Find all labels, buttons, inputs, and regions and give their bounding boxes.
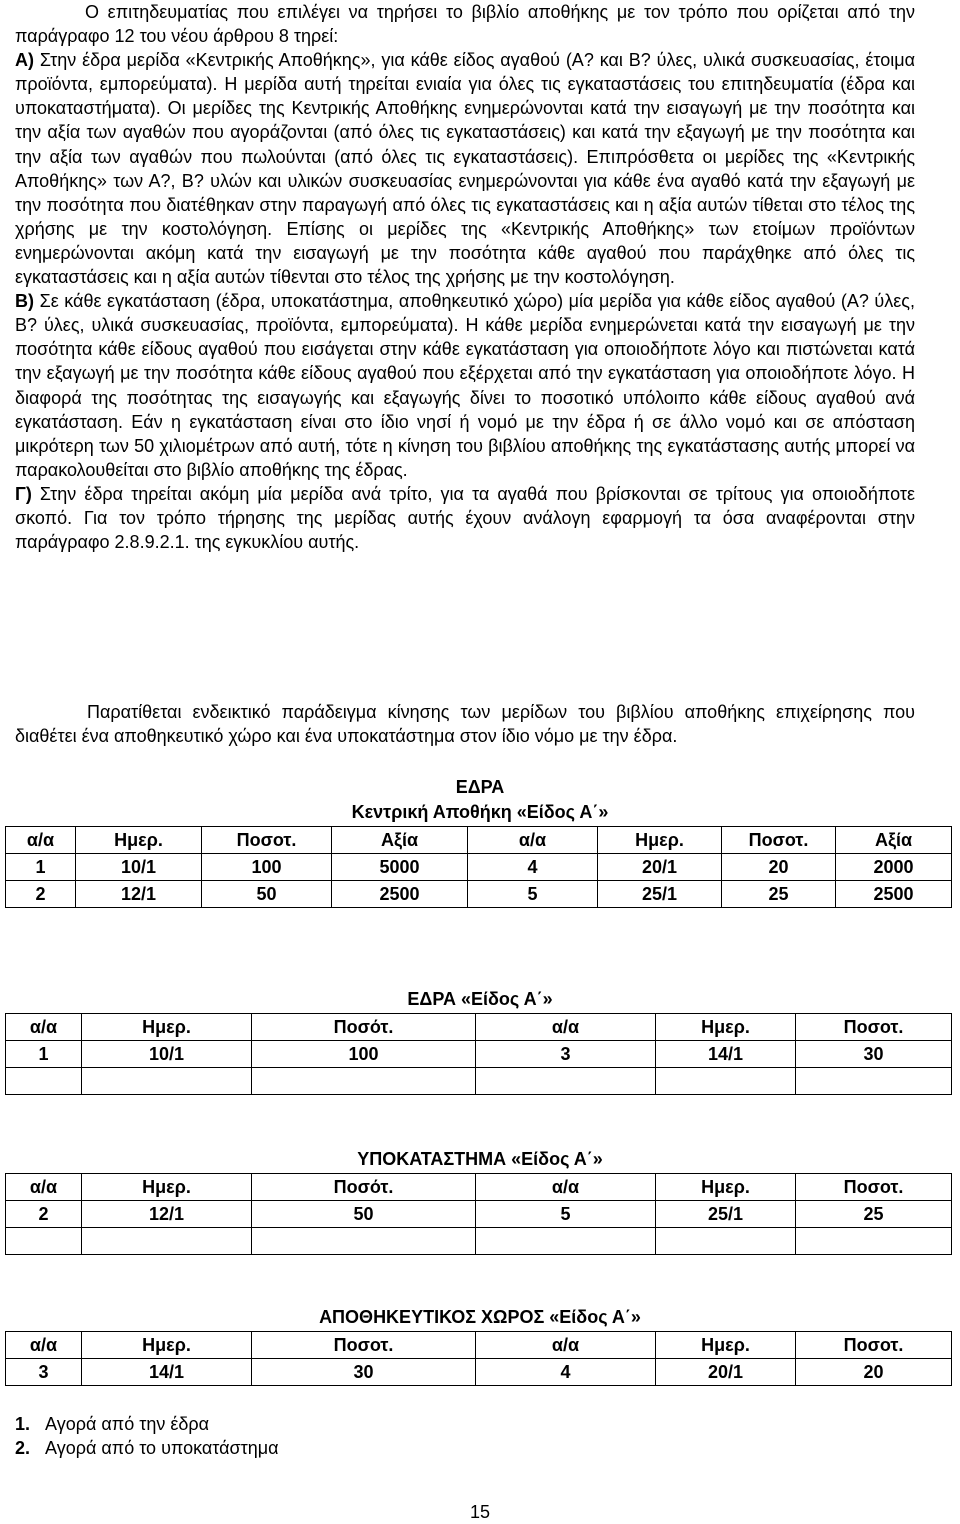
table-row — [6, 1068, 952, 1095]
table-cell: 25/1 — [656, 1201, 796, 1228]
table-cell: 30 — [252, 1359, 476, 1386]
table-cell: 5 — [476, 1201, 656, 1228]
table-cell: 3 — [6, 1359, 82, 1386]
table-cell: 14/1 — [82, 1359, 252, 1386]
table-cell: 3 — [476, 1041, 656, 1068]
header-cell: Ποσοτ. — [722, 827, 836, 854]
header-cell: Ημερ. — [82, 1014, 252, 1041]
table-cell: 50 — [202, 881, 332, 908]
branch-table — [5, 1173, 952, 1255]
table-row — [6, 881, 952, 908]
table-header-row — [6, 1014, 952, 1041]
header-cell: Ποσοτ. — [202, 827, 332, 854]
table-cell — [796, 1068, 952, 1095]
section-c-label: Γ) — [15, 483, 32, 504]
footnote-text: Αγορά από την έδρα — [45, 1414, 210, 1434]
table-cell: 100 — [252, 1041, 476, 1068]
table-cell — [476, 1228, 656, 1255]
header-cell: Ημερ. — [656, 1332, 796, 1359]
header-cell: Ποσότ. — [252, 1014, 476, 1041]
header-cell: α/α — [476, 1332, 656, 1359]
section-a-label: Α) — [15, 50, 34, 71]
table-cell: 12/1 — [76, 881, 202, 908]
section-a-text: Στην έδρα μερίδα «Κεντρικής Αποθήκης», για κάθε είδος αγαθού (Α? και Β? ύλες, υλικά συσκευασίας, έτοιμα προϊόντα, εμπορεύματα). Η μερίδα αυτή τηρείται ενιαία για όλες τις εγκαταστάσεις του επιτηδευματία (έδρα και υποκαταστήματα). Οι μερίδες της Κεντρικής Αποθήκης ενημερώνονται κατά την εισαγωγή με την ποσότητα και την αξία των αγαθών που αγοράζονται (από όλες τις εγκαταστάσεις) και κατά την εξαγωγή με την ποσότητα και την αξία των αγαθών που πωλούνται (από όλες τις εγκαταστάσεις). Επιπρόσθετα οι μερίδες της «Κεντρικής Αποθήκης» των Α?, Β? υλών και υλικών συσκευασίας ενημερώνονται για κάθε ένα αγαθό κατά την εξαγωγή με την ποσότητα που διατέθηκαν στην παραγωγή από όλες τις εγκαταστάσεις και η αξία αυτών τίθεται στο τέλος της χρήσης με την κοστολόγηση. Επίσης οι μερίδες της «Κεντρικής Αποθήκης» των ετοίμων προϊόντων ενημερώνονται ακόμη κατά την εισαγωγή με την ποσότητα κάθε αγαθού που παράχθηκε από όλες τις εγκαταστάσεις και η αξία αυτών τίθενται στο τέλος της χρήσης με την κοστολόγηση. — [15, 50, 915, 288]
section-b-text: Σε κάθε εγκατάσταση (έδρα, υποκατάστημα, αποθηκευτικό χώρο) μία μερίδα για κάθε είδος αγαθού (Α? ύλες, Β? ύλες, υλικά συσκευασίας, προϊόντα, εμπορεύματα). Η κάθε μερίδα ενημερώνεται κατά την εισαγωγή με την ποσότητα κάθε είδους αγαθού που εισάγεται στην κάθε εγκατάσταση για οποιοδήποτε λόγο και πιστώνεται κατά την εξαγωγή με την ποσότητα κάθε είδους αγαθού που εξέρχεται από την εγκατάσταση για οποιοδήποτε λόγο. Η διαφορά της ποσότητας της εισαγωγής και εξαγωγής δίνει το ποσοτικό υπόλοιπο κάθε είδους αγαθού ανά εγκατάσταση. Εάν η εγκατάσταση είναι στο ίδιο νησί ή νομό με την έδρα ή σε άλλο νομό και σε απόσταση μικρότερη των 50 χιλιομέτρων από αυτή, τότε η κίνηση του βιβλίου αποθήκης της εγκατάστασης αυτής μπορεί να παρακολουθείται στο βιβλίο αποθήκης της έδρας. — [15, 291, 915, 480]
header-cell: α/α — [468, 827, 598, 854]
header-cell: Ποσοτ. — [796, 1332, 952, 1359]
table-cell — [82, 1228, 252, 1255]
list-item — [15, 1412, 279, 1436]
header-cell: α/α — [6, 1014, 82, 1041]
header-cell: Ημερ. — [598, 827, 722, 854]
header-cell: Ημερ. — [82, 1174, 252, 1201]
example-intro: Παρατίθεται ενδεικτικό παράδειγμα κίνησης των μερίδων του βιβλίου αποθήκης επιχείρησης που διαθέτει ένα αποθηκευτικό χώρο και ένα υποκατάστημα στον ίδιο νόμο με την έδρα. — [15, 702, 915, 747]
table-cell: 14/1 — [656, 1041, 796, 1068]
intro-paragraph — [15, 0, 915, 554]
table-cell: 20/1 — [598, 854, 722, 881]
edra-title: ΕΔΡΑ — [455, 777, 505, 797]
table-cell: 20 — [796, 1359, 952, 1386]
table-cell: 2000 — [836, 854, 952, 881]
edra-subtitle: Κεντρική Αποθήκη «Είδος Α΄» — [351, 802, 609, 822]
table-cell: 12/1 — [82, 1201, 252, 1228]
table-row — [6, 1359, 952, 1386]
table-cell: 2500 — [836, 881, 952, 908]
table-cell: 2 — [6, 1201, 82, 1228]
footnote-text: Αγορά από το υποκατάστημα — [45, 1438, 279, 1458]
header-cell: Αξία — [332, 827, 468, 854]
header-cell: α/α — [476, 1174, 656, 1201]
table-cell — [796, 1228, 952, 1255]
table-cell: 2500 — [332, 881, 468, 908]
table-header-row — [6, 1332, 952, 1359]
table-cell: 25 — [722, 881, 836, 908]
header-cell: α/α — [6, 1174, 82, 1201]
table-cell: 5000 — [332, 854, 468, 881]
header-cell: Ημερ. — [82, 1332, 252, 1359]
table-header-row — [6, 1174, 952, 1201]
table-cell: 10/1 — [82, 1041, 252, 1068]
header-cell: α/α — [6, 827, 76, 854]
table-cell — [252, 1228, 476, 1255]
table-cell — [252, 1068, 476, 1095]
header-cell: Ποσοτ. — [796, 1174, 952, 1201]
table-header-row — [6, 827, 952, 854]
table-row — [6, 1201, 952, 1228]
intro-lead: Ο επιτηδευματίας που επιλέγει να τηρήσει το βιβλίο αποθήκης με τον τρόπο που ορίζεται από την παράγραφο 12 του νέου άρθρου 8 τηρεί: — [15, 2, 915, 47]
table-cell: 4 — [476, 1359, 656, 1386]
footnote-number: 2. — [15, 1438, 31, 1458]
table-cell — [82, 1068, 252, 1095]
header-cell: Ποσοτ. — [796, 1014, 952, 1041]
table-cell: 100 — [202, 854, 332, 881]
table-cell: 5 — [468, 881, 598, 908]
header-cell: α/α — [476, 1014, 656, 1041]
section-c-text: Στην έδρα τηρείται ακόμη μία μερίδα ανά τρίτο, για τα αγαθά που βρίσκονται σε τρίτους για οποιοδήποτε σκοπό. Για τον τρόπο τήρησης της μερίδας αυτής έχουν ανάλογη εφαρμογή τα όσα αναφέρονται στην παράγραφο 2.8.9.2.1. της εγκυκλίου αυτής. — [15, 483, 915, 553]
table-cell: 1 — [6, 854, 76, 881]
table-cell — [476, 1068, 656, 1095]
edra-item-title: ΕΔΡΑ «Είδος Α΄» — [407, 989, 553, 1009]
header-cell: Αξία — [836, 827, 952, 854]
table-cell: 10/1 — [76, 854, 202, 881]
table-cell — [656, 1228, 796, 1255]
table-cell — [656, 1068, 796, 1095]
footnote-number: 1. — [15, 1414, 31, 1434]
header-cell: Ημερ. — [76, 827, 202, 854]
table-cell: 25/1 — [598, 881, 722, 908]
table-cell: 4 — [468, 854, 598, 881]
section-b-label: Β) — [15, 291, 34, 312]
header-cell: Ημερ. — [656, 1174, 796, 1201]
header-cell: Ημερ. — [656, 1014, 796, 1041]
storage-title: ΑΠΟΘΗΚΕΥΤΙΚΟΣ ΧΩΡΟΣ «Είδος Α΄» — [319, 1307, 641, 1327]
table-cell: 1 — [6, 1041, 82, 1068]
header-cell: Ποσότ. — [252, 1174, 476, 1201]
edra-item-table — [5, 1013, 952, 1095]
table-cell: 50 — [252, 1201, 476, 1228]
table-cell — [6, 1068, 82, 1095]
footnotes-list — [15, 1412, 279, 1460]
table-cell: 20 — [722, 854, 836, 881]
central-warehouse-table — [5, 826, 952, 908]
table-cell — [6, 1228, 82, 1255]
list-item — [15, 1436, 279, 1460]
table-row — [6, 854, 952, 881]
branch-title: ΥΠΟΚΑΤΑΣΤΗΜΑ «Είδος Α΄» — [357, 1149, 603, 1169]
table-cell: 30 — [796, 1041, 952, 1068]
table-cell: 25 — [796, 1201, 952, 1228]
table-cell: 2 — [6, 881, 76, 908]
page-number: 15 — [469, 1502, 491, 1522]
table-row — [6, 1041, 952, 1068]
table-cell: 20/1 — [656, 1359, 796, 1386]
storage-table — [5, 1331, 952, 1386]
header-cell: α/α — [6, 1332, 82, 1359]
table-row — [6, 1228, 952, 1255]
header-cell: Ποσοτ. — [252, 1332, 476, 1359]
